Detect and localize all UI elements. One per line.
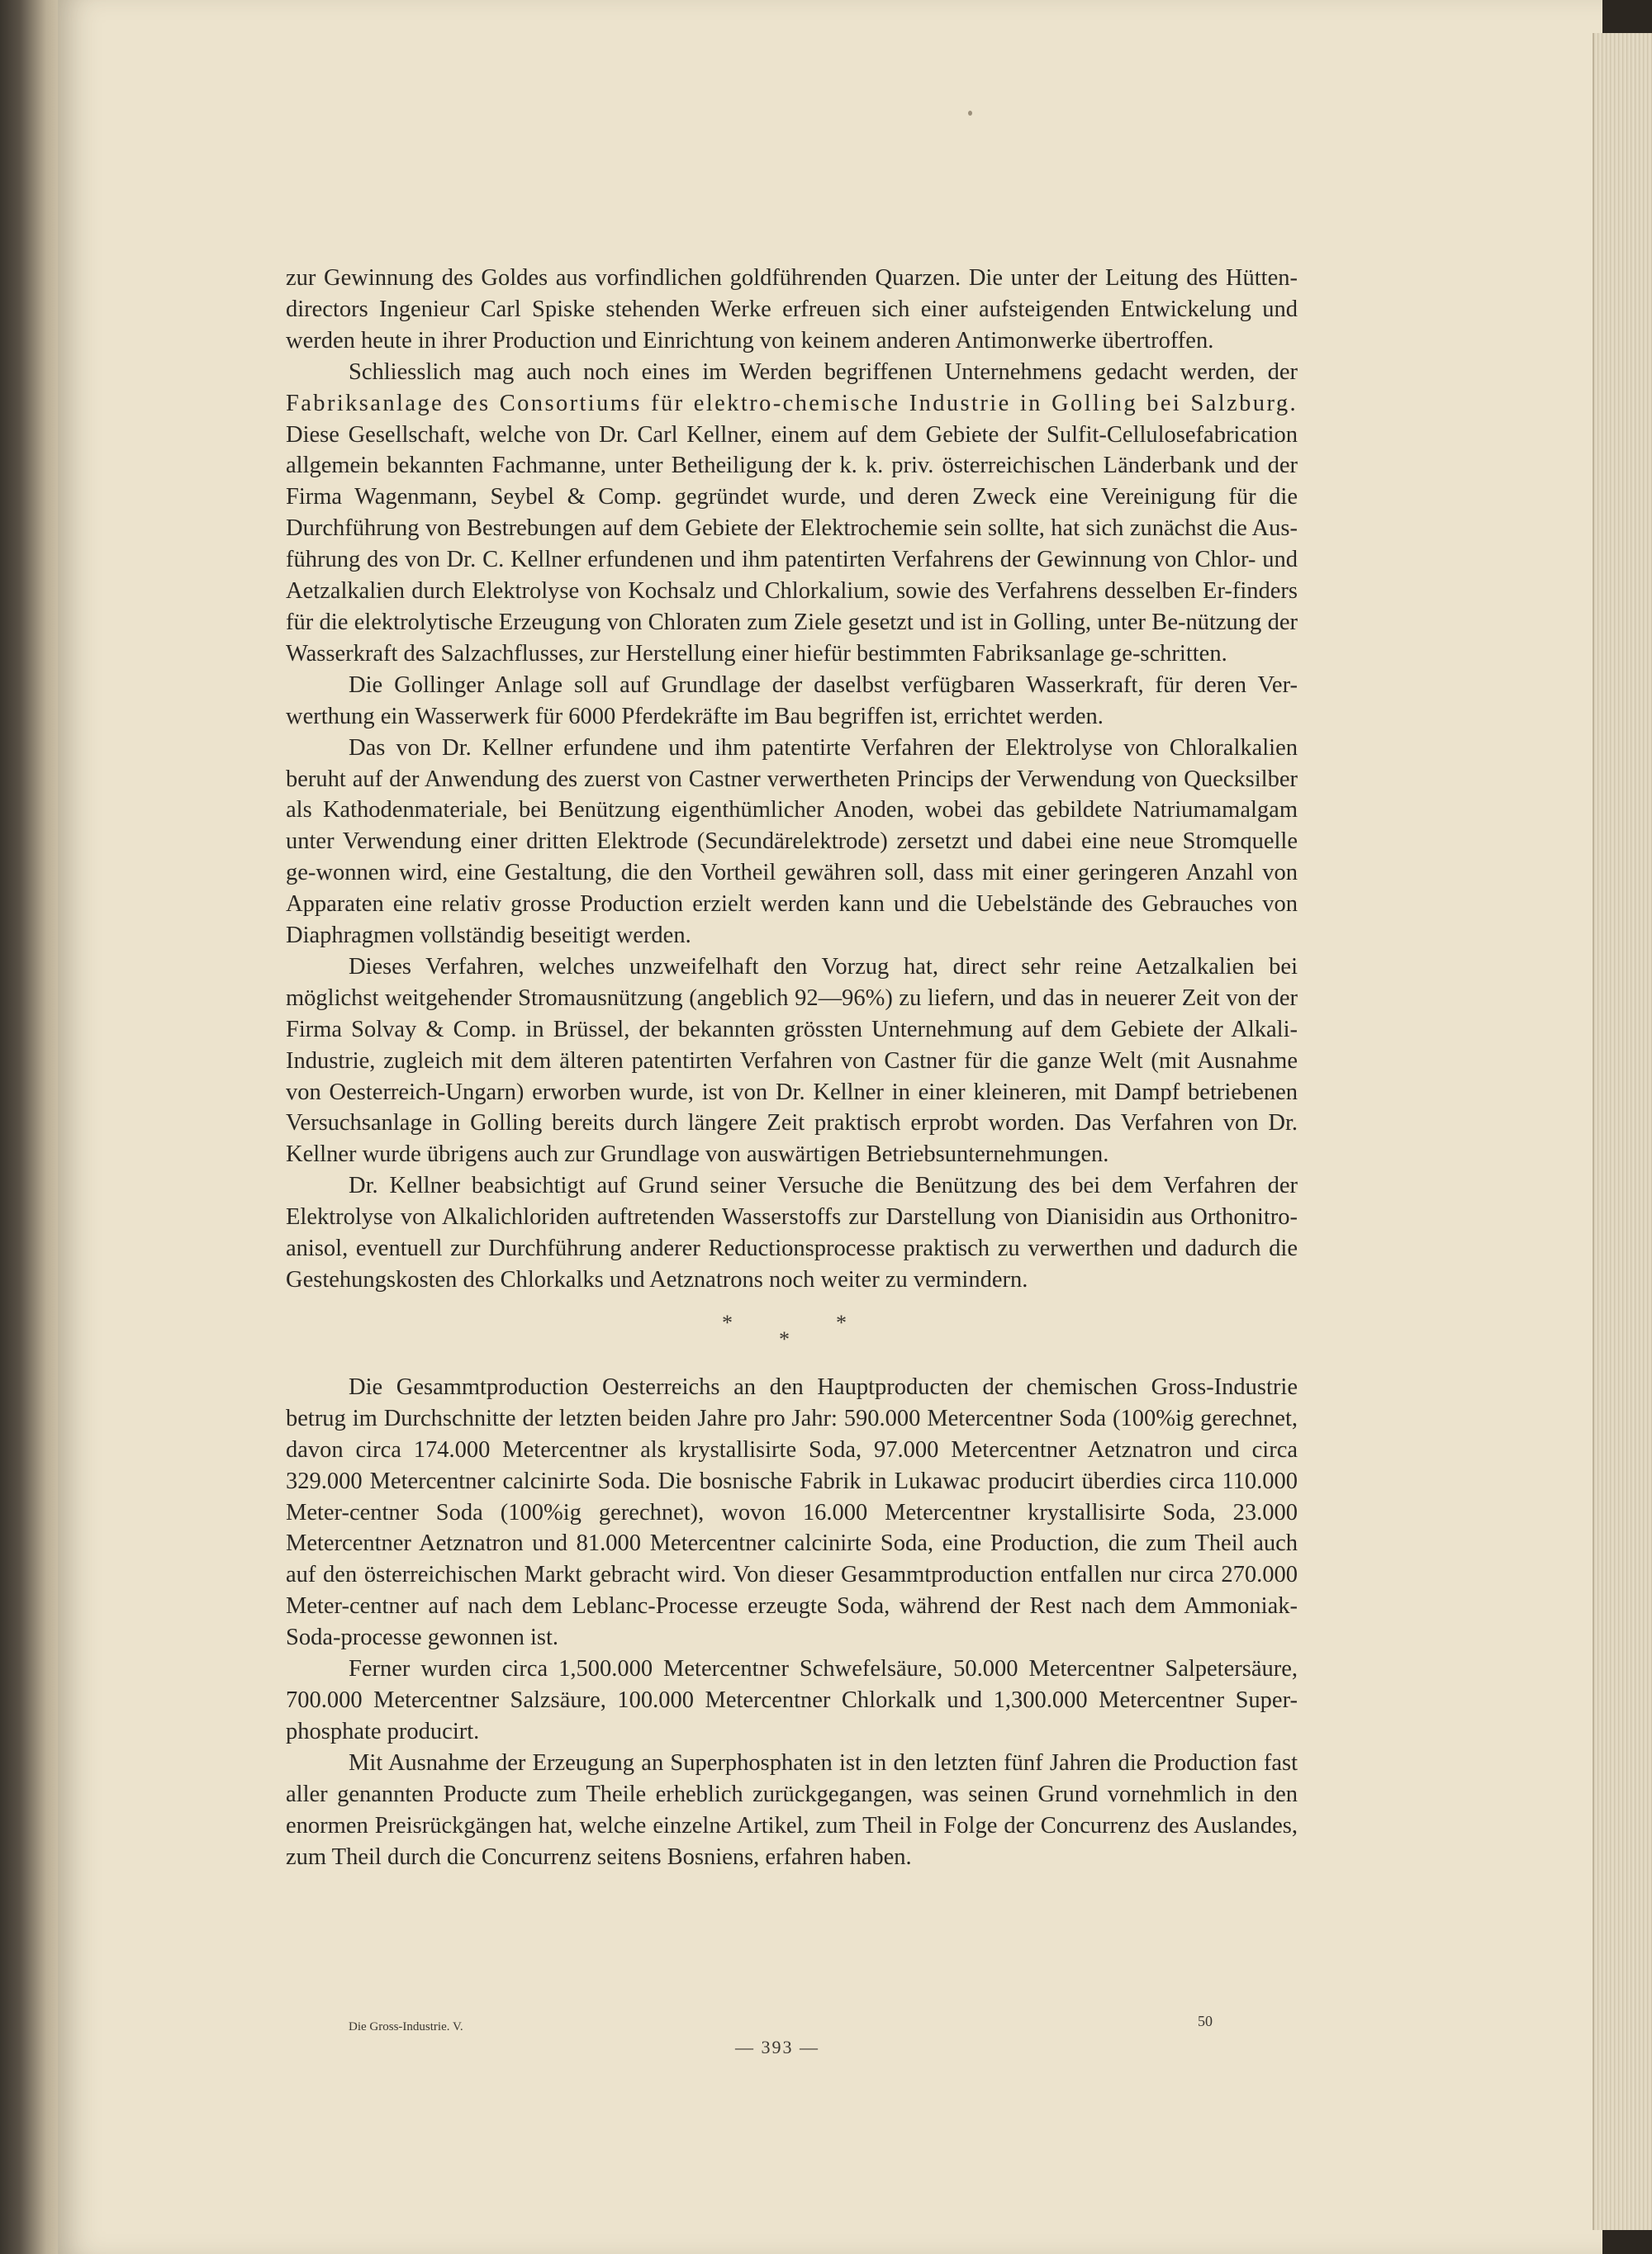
paragraph-2-body: Diese Gesellschaft, welche von Dr. Carl Kellner, einem auf dem Gebiete der Sulfit-Cellulosefabrication allgemein bekannten Fachmanne, unter Betheiligung der k. k. priv. österreichischen Länderbank und der Firma Wagenmann, Seybel & Comp. gegründet wurde, und deren Zweck eine Vereinigung für die Durchführung von Bestrebungen auf dem Gebiete der Elektrochemie sein sollte, hat sich zunächst die Aus-führung des von Dr. C. Kellner erfundenen und ihm patentirten Verfahrens der Gewinnung von Chlor- und Aetzalkalien durch Elektrolyse von Kochsalz und Chlorkalium, sowie des Verfahrens desselben Er-finders für die elektrolytische Erzeugung von Chloraten zum Ziele gesetzt und ist in Golling, unter Be-nützung der Wasserkraft des Salzachflusses, zur Herstellung einer hiefür bestimmten Fabriksanlage ge-schritten. [286, 421, 1298, 667]
paragraph-1: zur Gewinnung des Goldes aus vorfindlichen goldführenden Quarzen. Die unter der Leitung des Hütten-directors Ingenieur Carl Spiske stehenden Werke erfreuen sich einer aufsteigenden Entwickelung und werden heute in ihrer Production und Einrichtung von keinem anderen Antimonwerke übertroffen. [286, 265, 1298, 354]
paragraph-8: Ferner wurden circa 1,500.000 Metercentner Schwefelsäure, 50.000 Metercentner Salpetersäure, 700.000 Metercentner Salzsäure, 100.000 Metercentner Chlorkalk und 1,300.000 Metercentner Super-phosphate producirt. [286, 1656, 1298, 1744]
separator-star-right: * [836, 1310, 847, 1335]
paragraph-4: Das von Dr. Kellner erfundene und ihm patentirte Verfahren der Elektrolyse von Chloralkalien beruht auf der Anwendung des zuerst von Castner verwertheten Princips der Verwendung von Quecksilber als Kathodenmateriale, bei Benützung eigenthümlicher Anoden, wobei das gebildete Natriumamalgam unter Verwendung einer dritten Elektrode (Secundärelektrode) zersetzt und dabei eine neue Stromquelle ge-wonnen wird, eine Gestaltung, die den Vortheil gewähren soll, dass mit einer geringeren Anzahl von Apparaten eine relativ grosse Production erzielt werden kann und die Uebelstände des Gebrauches von Diaphragmen vollständig beseitigt werden. [286, 734, 1298, 949]
paragraph-2 [286, 357, 1298, 670]
book-binding-left [0, 0, 66, 2254]
book-page-edges-right [1593, 33, 1652, 2230]
separator-star-bottom: * [779, 1326, 790, 1351]
paragraph-7: Die Gesammtproduction Oesterreichs an den Hauptproducten der chemischen Gross-Industrie betrug im Durchschnitte der letzten beiden Jahre pro Jahr: 590.000 Metercentner Soda (100%ig gerechnet, davon circa 174.000 Metercentner als krystallisirte Soda, 97.000 Metercentner Aetznatron und circa 329.000 Metercentner calcinirte Soda. Die bosnische Fabrik in Lukawac producirt überdies circa 110.000 Meter-centner Soda (100%ig gerechnet), wovon 16.000 Metercentner krystallisirte Soda, 23.000 Metercentner Aetznatron und 81.000 Metercentner calcinirte Soda, eine Production, die zum Theil auch auf den österreichischen Markt gebracht wird. Von dieser Gesammtproduction entfallen nur circa 270.000 Meter-centner auf nach dem Leblanc-Processe erzeugte Soda, während der Rest nach dem Ammoniak-Soda-processe gewonnen ist. [286, 1374, 1298, 1651]
paragraph-5: Dieses Verfahren, welches unzweifelhaft den Vorzug hat, direct sehr reine Aetzalkalien bei möglichst weitgehender Stromausnützung (angeblich 92—96%) zu liefern, und das in neuerer Zeit von der Firma Solvay & Comp. in Brüssel, der bekannten grössten Unternehmung auf dem Gebiete der Alkali-Industrie, zugleich mit dem älteren patentirten Verfahren von Castner für die ganze Welt (mit Ausnahme von Oesterreich-Ungarn) erworben wurde, ist von Dr. Kellner in einer kleineren, mit Dampf betriebenen Versuchsanlage in Golling bereits durch längere Zeit praktisch erprobt worden. Das Verfahren von Dr. Kellner wurde übrigens auch zur Grundlage von auswärtigen Betriebsunternehmungen. [286, 953, 1298, 1168]
paragraph-6: Dr. Kellner beabsichtigt auf Grund seiner Versuche die Benützung des bei dem Verfahren der Elektrolyse von Alkalichloriden auftretenden Wasserstoffs zur Darstellung von Dianisidin aus Orthonitro-anisol, eventuell zur Durchführung anderer Reductionsprocesse praktisch zu verwerthen und dadurch die Gestehungskosten des Chlorkalks und Aetznatrons noch weiter zu vermindern. [286, 1173, 1298, 1293]
separator-star-left: * [722, 1310, 733, 1335]
footer-book-title: Die Gross-Industrie. V. [349, 2020, 463, 2033]
paragraph-9: Mit Ausnahme der Erzeugung an Superphosphaten ist in den letzten fünf Jahren die Production fast aller genannten Producte zum Theile erheblich zurückgegangen, was seinen Grund vornehmlich in den enormen Preisrückgängen hat, welche einzelne Artikel, zum Theil in Folge der Concurrenz des Auslandes, zum Theil durch die Concurrenz seitens Bosniens, erfahren haben. [286, 1749, 1298, 1870]
body-text [286, 263, 1298, 1872]
paper-speck [968, 111, 972, 116]
consortium-name-spaced: Fabriksanlage des Consortiums für elektro-chemische Industrie in Golling bei Salzburg. [286, 390, 1298, 416]
footer-signature-mark: 50 [1198, 2013, 1213, 2029]
paragraph-2-lead: Schliesslich mag auch noch eines im Werden begriffenen Unternehmens gedacht werden, der [349, 358, 1298, 385]
page-number: — 393 — [735, 2037, 819, 2057]
section-separator [286, 1306, 1298, 1357]
paragraph-3: Die Gollinger Anlage soll auf Grundlage der daselbst verfügbaren Wasserkraft, für deren Ver-werthung ein Wasserwerk für 6000 Pferdekräfte im Bau begriffen ist, errichtet werden. [286, 671, 1298, 729]
